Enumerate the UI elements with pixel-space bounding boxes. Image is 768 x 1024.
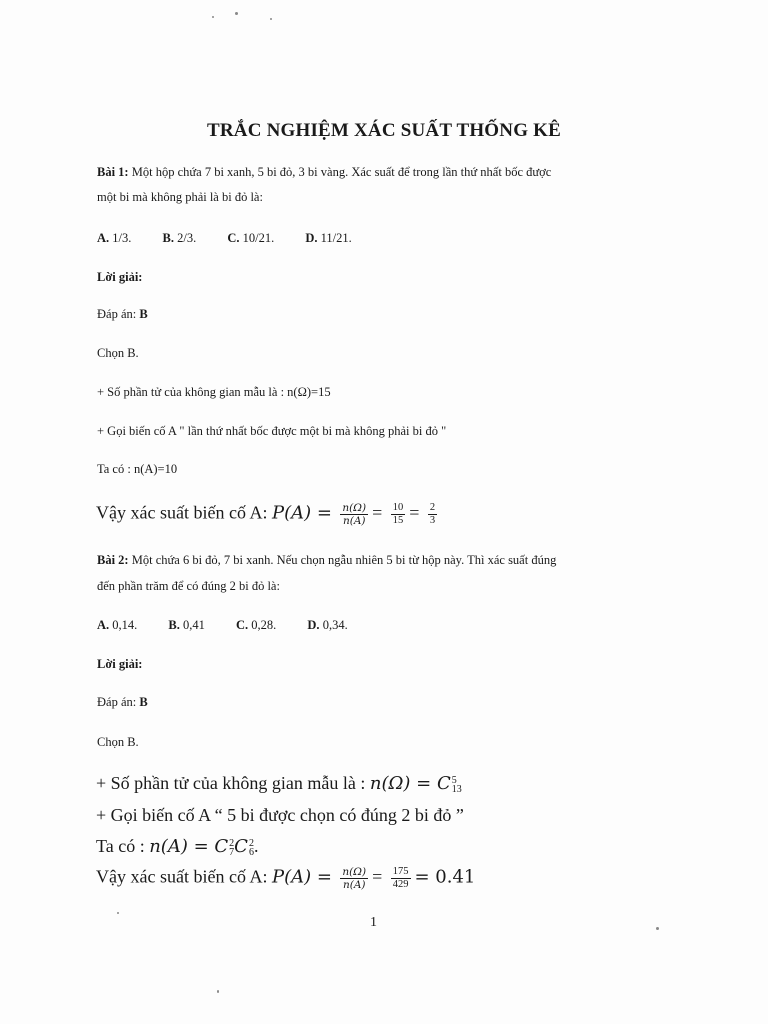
option-b: B. 2/3. — [162, 231, 197, 245]
option-a: A. 1/3. — [97, 231, 132, 245]
fraction: $\frac{n(\Omega)}{n(A)}$ — [342, 866, 367, 891]
question-2-step-2: + Gọi biến cố A “ 5 bi được chọn có đúng 2 bi đỏ ” — [96, 805, 464, 825]
scan-speck — [656, 927, 659, 930]
question-2-line2: đến phần trăm để có đúng 2 bi đỏ là: — [97, 579, 280, 593]
document-title: TRẮC NGHIỆM XÁC SUẤT THỐNG KÊ — [206, 120, 561, 141]
question-1-solution-label: Lời giải: — [97, 270, 143, 284]
fraction: $\frac{10}{15}$ — [392, 502, 404, 526]
question-1-step-2: + Gọi biến cố A " lần thứ nhất bốc được một bi mà không phải bi đỏ " — [97, 424, 447, 438]
question-1-step-1: + Số phần tử của không gian mẫu là : n(Ω)=15 — [97, 385, 331, 399]
option-c: C. 0,28. — [236, 618, 277, 632]
question-2-solution-label: Lời giải: — [97, 657, 143, 671]
question-1-step-3: Ta có : n(A)=10 — [97, 462, 178, 476]
question-2-step-1: + Số phần tử của không gian mẫu là : n(Ω) = C 5 13 — [96, 773, 462, 795]
question-2-line1 — [97, 553, 556, 568]
option-d: D. 11/21. — [305, 231, 352, 245]
question-1-conclusion: Vậy xác suất biến cố A: P(A) = $\frac{n(\Omega)}{n(A)}$ = $\frac{10}{15}$ = $\frac{2}{3}$ — [96, 502, 436, 527]
fraction: $\frac{175}{429}$ — [392, 866, 409, 890]
question-1-options — [97, 231, 380, 246]
question-2-label: Bài 2: — [97, 553, 129, 567]
scan-speck — [212, 16, 214, 18]
scan-speck — [117, 912, 119, 914]
page-number: 1 — [370, 915, 377, 930]
question-1-choose: Chọn B. — [97, 346, 139, 360]
question-1-answer: Đáp án: B — [97, 307, 148, 321]
question-2-step-3: Ta có : n(A) = C 2 7 C 2 6 . — [96, 836, 259, 858]
scan-speck — [217, 990, 219, 993]
option-d: D. 0,34. — [307, 618, 348, 632]
question-2-text-1: Một chứa 6 bi đỏ, 7 bi xanh. Nếu chọn ngẫu nhiên 5 bi từ hộp này. Thì xác suất đúng — [128, 553, 557, 567]
fraction: $\frac{2}{3}$ — [429, 502, 436, 526]
option-a: A. 0,14. — [97, 618, 138, 632]
question-2-options — [97, 618, 376, 633]
option-b: B. 0,41 — [168, 618, 205, 632]
scan-speck — [270, 18, 272, 20]
question-2-answer: Đáp án: B — [97, 695, 148, 709]
question-1-line2: một bi mà không phải là bi đỏ là: — [97, 190, 263, 204]
question-1-label: Bài 1: — [97, 165, 129, 179]
scan-speck — [235, 12, 238, 15]
question-1-text-1: Một hộp chứa 7 bi xanh, 5 bi đỏ, 3 bi vàng. Xác suất để trong lần thứ nhất bốc được — [128, 165, 552, 179]
option-c: C. 10/21. — [227, 231, 275, 245]
question-1-line1 — [97, 165, 551, 180]
question-2-choose: Chọn B. — [97, 735, 139, 749]
question-2-conclusion: Vậy xác suất biến cố A: P(A) = $\frac{n(\Omega)}{n(A)}$ = $\frac{175}{429}$ = 0.41 — [96, 866, 476, 891]
fraction: $\frac{n(\Omega)}{n(A)}$ — [342, 502, 367, 527]
